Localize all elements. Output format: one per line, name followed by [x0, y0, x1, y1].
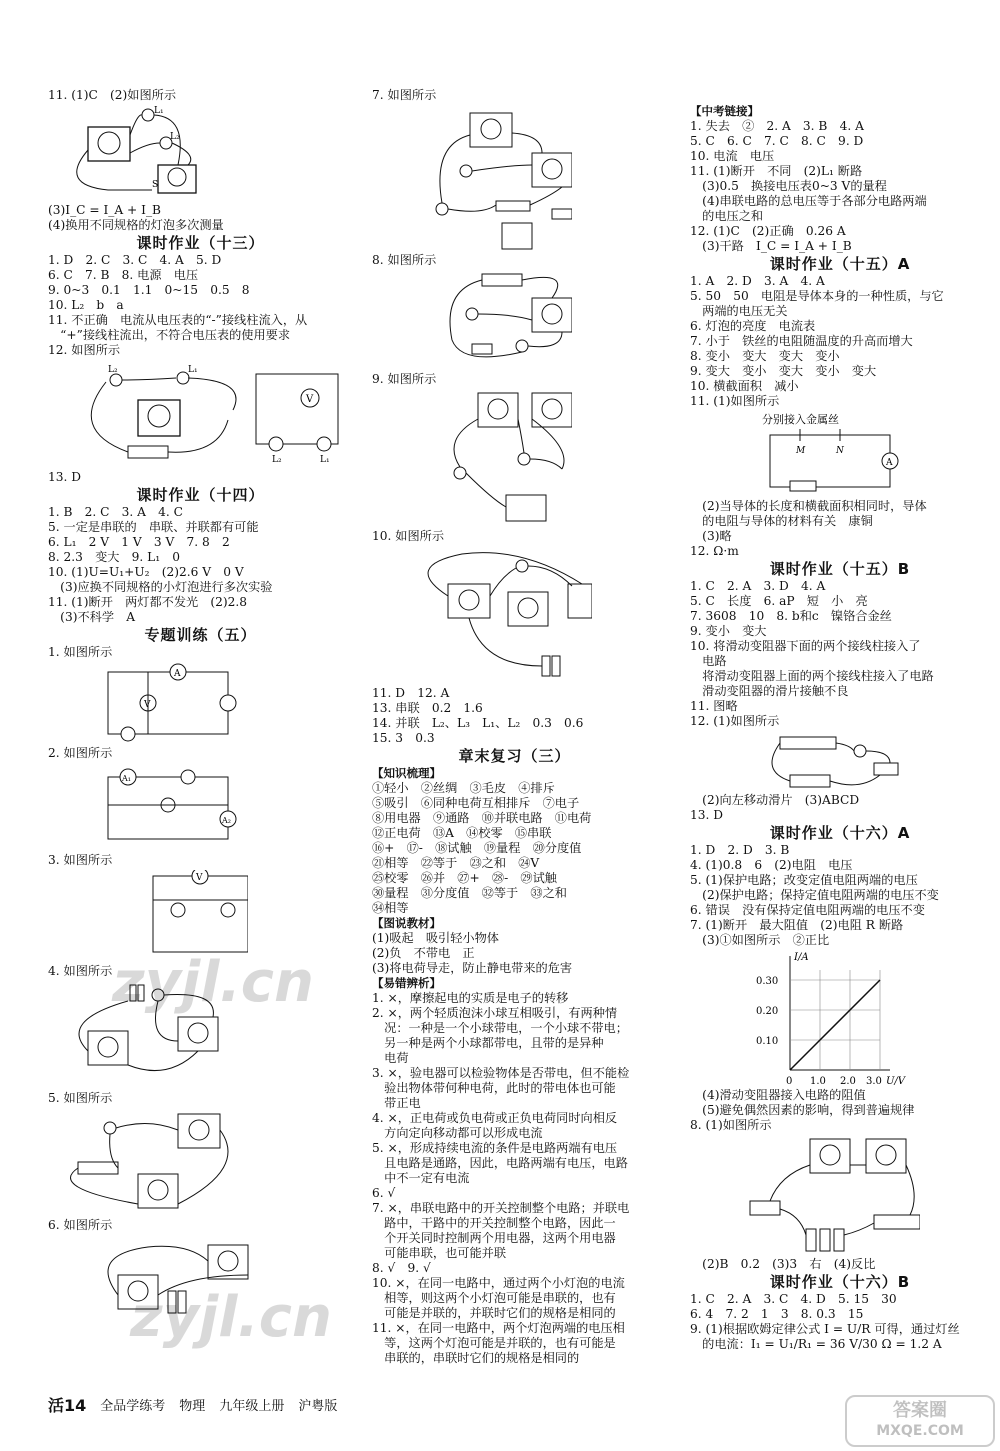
subsection-tag: 【图说教材】	[372, 916, 441, 930]
answer-line: 6. 4 7. 2 1 3 8. 0.3 15	[690, 1307, 864, 1321]
answer-line: ㉞相等	[372, 901, 409, 915]
answer-block	[48, 505, 353, 625]
answer-line: (2)向左移动滑片 (3)ABCD	[690, 793, 860, 807]
answer-block	[372, 781, 657, 916]
section-heading: 课时作业（十四）	[136, 486, 265, 504]
answer-line: 2. ×，两个轻质泡沫小球互相吸引，有两种情	[372, 1006, 618, 1020]
svg-text:M: M	[796, 446, 806, 456]
svg-text:L₁: L₁	[320, 455, 330, 465]
answer-block	[690, 843, 990, 948]
watermark: zyjl.cn	[130, 1285, 332, 1350]
answer-line: 两端的电压无关	[690, 304, 788, 318]
answer-line: 11. D 12. A	[372, 686, 450, 700]
answer-line: 7. ×，串联电路中的开关控制整个电路；并联电	[372, 1201, 630, 1215]
section-heading: 课时作业（十六）B	[769, 1273, 911, 1291]
answer-line: 5. 如图所示	[48, 1091, 113, 1105]
circuit-figure-zt5	[48, 1108, 248, 1216]
answer-line: 8. 变小 变大 变大 变小	[690, 349, 840, 363]
circuit-figure-7	[372, 105, 572, 251]
answer-block	[690, 793, 990, 823]
answer-line: 等，这两个灯泡可能是并联的，也有可能是	[372, 1336, 616, 1350]
answer-line: 路中，干路中的开关控制整个电路，因此一	[372, 1216, 616, 1230]
svg-text:L₂: L₂	[272, 455, 282, 465]
answer-line: 1. C 2. A 3. C 4. D 5. 15 30	[690, 1292, 897, 1306]
column-3	[690, 104, 990, 1352]
answer-line: 11. ×，在同一电路中，两个灯泡两端的电压相	[372, 1321, 625, 1335]
circuit-figure-8	[372, 270, 572, 370]
answer-line: 相等，则这两个小灯泡可能是串联的，也有	[372, 1291, 616, 1305]
graph-xtick: 1.0	[810, 1076, 826, 1086]
answer-line: 8. 如图所示	[372, 253, 437, 267]
answer-block	[48, 88, 353, 103]
answer-line: 10. ×，在同一电路中，通过两个小灯泡的电流	[372, 1276, 625, 1290]
answer-line: (4)串联电路的总电压等于各部分电路两端	[690, 194, 927, 208]
footer-grade: 九年级上册	[219, 1398, 285, 1414]
answer-line: 5. 一定是串联的 串联、并联都有可能	[48, 520, 259, 534]
answer-line: 验出物体带何种电荷，此时的带电体也可能	[372, 1081, 616, 1095]
answer-line: 5. ×，形成持续电流的条件是电路两端有电压	[372, 1141, 618, 1155]
answer-line: 8. √ 9. √	[372, 1261, 431, 1275]
answer-line: 2. 如图所示	[48, 746, 113, 760]
answer-line: (2)B 0.2 (3)3 右 (4)反比	[690, 1257, 876, 1271]
answer-line: 5. (1)保护电路；改变定值电阻两端的电压	[690, 873, 918, 887]
answer-line: 5. 50 50 电阻是导体本身的一种性质，与它	[690, 289, 944, 303]
answer-line: 11. (1)如图所示	[690, 394, 780, 408]
answer-line: 1. C 2. A 3. D 4. A	[690, 579, 826, 593]
graph-xtick: 3.0	[866, 1076, 882, 1086]
answer-block	[48, 470, 353, 485]
section-heading: 课时作业（十三）	[136, 234, 265, 252]
stamp-line: MXQE.COM	[876, 1423, 964, 1439]
answer-line: 10. 如图所示	[372, 529, 445, 543]
subsection-tag: 【易错辨析】	[372, 976, 441, 990]
svg-text:V: V	[196, 873, 203, 883]
answer-block	[48, 203, 353, 233]
answer-line: 4. 如图所示	[48, 964, 113, 978]
answer-line: 11. 图略	[690, 699, 738, 713]
graph-line	[790, 980, 880, 1070]
answer-line: 13. 串联 0.2 1.6	[372, 701, 483, 715]
answer-line: 15. 3 0.3	[372, 731, 435, 745]
graph-xlabel: U/V	[886, 1076, 906, 1086]
circuit-figure-12	[48, 360, 348, 468]
graph-xtick: 2.0	[840, 1076, 856, 1086]
answer-line: 7. 如图所示	[372, 88, 437, 102]
column-1	[48, 88, 353, 1327]
answer-line: 11. (1)断开 两灯都不发光 (2)2.8	[48, 595, 248, 609]
answer-line: 6. 灯泡的亮度 电流表	[690, 319, 816, 333]
answer-line: 电路	[690, 654, 727, 668]
svg-text:L₂: L₂	[108, 365, 118, 375]
answer-line: 另一种是两个小球都带电，且带的是异种	[372, 1036, 604, 1050]
answer-line: 6. √	[372, 1186, 396, 1200]
answer-line: 7. 3608 10 8. b和c 镍铬合金丝	[690, 609, 892, 623]
answer-line: 11. (1)C (2)如图所示	[48, 88, 177, 102]
answer-line: 9. 如图所示	[372, 372, 437, 386]
answer-line: (4)滑动变阻器接入电路的阻值	[690, 1088, 866, 1102]
graph-ytick: 0.30	[756, 976, 779, 987]
answer-line: 1. D 2. D 3. B	[690, 843, 790, 857]
answer-line: ㉑相等 ㉒等于 ㉓之和 ㉔V	[372, 856, 540, 870]
answer-line: 13. D	[48, 470, 82, 484]
svg-text:A: A	[886, 458, 893, 468]
answer-line: 12. (1)如图所示	[690, 714, 780, 728]
answer-line: ㉕校零 ㉖并 ㉗+ ㉘- ㉙试触	[372, 871, 557, 885]
answer-line: 5. C 长度 6. aP 短 小 亮	[690, 594, 868, 608]
answer-line: 8. 2.3 变大 9. L₁ 0	[48, 550, 181, 564]
answer-line: (2)负 不带电 正	[372, 946, 475, 960]
answer-line: 4. (1)0.8 6 (2)电阻 电压	[690, 858, 853, 872]
answer-line: (3)0.5 换接电压表0~3 V的量程	[690, 179, 887, 193]
answer-line: 的电流：I₁ = U₁/R₁ = 36 V/30 Ω = 1.2 A	[690, 1337, 942, 1351]
section-heading: 章末复习（三）	[458, 747, 571, 765]
svg-text:L₂: L₂	[170, 132, 180, 142]
answer-line: 14. 并联 L₂、L₃ L₁、L₂ 0.3 0.6	[372, 716, 584, 730]
answer-line: (3)干路 I_C = I_A + I_B	[690, 239, 852, 253]
answer-line: 1. 如图所示	[48, 645, 113, 659]
answer-line: (3)略	[690, 529, 732, 543]
footer-series: 全品学练考	[100, 1398, 166, 1414]
answer-line: 电荷	[372, 1051, 409, 1065]
svg-text:V: V	[306, 394, 314, 405]
answer-line: 10. (1)U=U₁+U₂ (2)2.6 V 0 V	[48, 565, 244, 579]
answer-line: (3)不科学 A	[48, 610, 136, 624]
footer-subject: 物理	[179, 1398, 206, 1414]
answer-block	[690, 499, 990, 559]
answer-block	[690, 1088, 990, 1133]
circuit-figure-16a-8	[690, 1135, 920, 1255]
answer-line: ⑫正电荷 ⑬A ⑭校零 ⑮串联	[372, 826, 552, 840]
answer-line: 8. (1)如图所示	[690, 1118, 772, 1132]
svg-text:N: N	[836, 446, 844, 456]
answer-line: (3)将电荷导走，防止静电带来的危害	[372, 961, 573, 975]
answer-line: (3)I_C = I_A + I_B	[48, 203, 161, 217]
answer-line: 11. (1)断开 不同 (2)L₁ 断路	[690, 164, 863, 178]
answer-line: ⑤吸引 ⑥同种电荷互相排斥 ⑦电子	[372, 796, 580, 810]
answer-line: ⑧用电器 ⑨通路 ⑩并联电路 ⑪电荷	[372, 811, 592, 825]
figure-caption: 分别接入金属丝	[762, 413, 839, 426]
answer-line: 的电压之和	[690, 209, 764, 223]
subsection-tag: 【知识梳理】	[372, 766, 441, 780]
answer-line: 的电阻与导体的材料有关 康铜	[690, 514, 873, 528]
page-footer	[48, 1392, 448, 1416]
answer-line: (1)吸起 吸引轻小物体	[372, 931, 499, 945]
answer-line: 个开关同时控制两个用电器，这两个用电器	[372, 1231, 616, 1245]
answer-block	[372, 991, 657, 1366]
answer-line: 3. 如图所示	[48, 853, 113, 867]
subsection-tag: 【中考链接】	[690, 104, 759, 118]
section-heading: 专题训练（五）	[144, 626, 257, 644]
i-u-graph	[690, 950, 910, 1086]
answer-line: 9. (1)根据欧姆定律公式 I = U/R 可得，通过灯丝	[690, 1322, 960, 1336]
svg-text:A: A	[174, 669, 181, 679]
answer-line: 11. 不正确 电流从电压表的“-”接线柱流入，从	[48, 313, 308, 327]
graph-ytick: 0.20	[756, 1006, 779, 1017]
answer-block	[690, 1292, 990, 1352]
answer-line: 9. 0~3 0.1 1.1 0~15 0.5 8	[48, 283, 250, 297]
answer-line: 7. (1)断开 最大阻值 (2)电阻 R 断路	[690, 918, 904, 932]
page-number: 活14	[48, 1395, 87, 1415]
watermark: zyjl.cn	[112, 950, 314, 1015]
answer-line: 1. 失去 ② 2. A 3. B 4. A	[690, 119, 864, 133]
section-heading: 课时作业（十五）A	[769, 255, 911, 273]
svg-text:L₁: L₁	[188, 365, 198, 375]
answer-block	[690, 579, 990, 729]
answer-line: 10. 电流 电压	[690, 149, 775, 163]
answer-block	[48, 253, 353, 358]
graph-ylabel: I/A	[794, 952, 809, 963]
answer-line: (3)应换不同规格的小灯泡进行多次实验	[48, 580, 273, 594]
answer-line: 方向定向移动都可以形成电流	[372, 1126, 543, 1140]
section-heading: 课时作业（十五）B	[769, 560, 911, 578]
answer-line: 3. ×，验电器可以检验物体是否带电，但不能检	[372, 1066, 630, 1080]
answer-line: 可能串联，也可能并联	[372, 1246, 507, 1260]
watermark-stamp	[845, 1395, 995, 1447]
circuit-figure-10	[372, 546, 592, 684]
column-2	[372, 88, 657, 1366]
answer-line: “+”接线柱流出，不符合电压表的使用要求	[48, 328, 291, 342]
answer-line: 13. D	[690, 808, 724, 822]
answer-line: 况：一种是一个小球带电，一个小球不带电；	[372, 1021, 628, 1035]
answer-line: 9. 变大 变小 变大 变小 变大	[690, 364, 877, 378]
graph-ytick: 0.10	[756, 1036, 779, 1047]
stamp-line: 答案圈	[893, 1400, 947, 1421]
answer-line: 7. 小于 铁丝的电阻随温度的升高而增大	[690, 334, 913, 348]
answer-line: 且电路是通路，因此，电路两端有电压，电路	[372, 1156, 628, 1170]
circuit-figure-zt2	[48, 763, 248, 851]
answer-line: 6. 错误 没有保持定值电阻两端的电压不变	[690, 903, 925, 917]
svg-text:S: S	[152, 180, 159, 190]
answer-line: (5)避免偶然因素的影响，得到普遍规律	[690, 1103, 915, 1117]
answer-line: 12. Ω·m	[690, 544, 739, 558]
answer-line: 10. L₂ b a	[48, 298, 124, 312]
answer-line: (3)①如图所示 ②正比	[690, 933, 830, 947]
circuit-figure-zt3	[48, 870, 248, 962]
answer-line: (2)保护电路；保持定值电阻两端的电压不变	[690, 888, 939, 902]
answer-line: (4)换用不同规格的灯泡多次测量	[48, 218, 224, 232]
answer-line: ㉚量程 ㉛分度值 ㉜等于 ㉝之和	[372, 886, 567, 900]
answer-block	[690, 1257, 990, 1272]
svg-text:A₂: A₂	[222, 816, 231, 825]
circuit-figure-15a-11	[690, 411, 910, 497]
answer-line: 串联的，串联时它们的规格是相同的	[372, 1351, 580, 1365]
answer-line: (2)当导体的长度和横截面积相同时，导体	[690, 499, 927, 513]
answer-line: 带正电	[372, 1096, 421, 1110]
circuit-figure-15b-12	[690, 731, 910, 791]
answer-line: 中不一定有电流	[372, 1171, 470, 1185]
answer-line: 6. C 7. B 8. 电源 电压	[48, 268, 199, 282]
answer-line: 滑动变阻器的滑片接触不良	[690, 684, 849, 698]
svg-text:A₁: A₁	[122, 774, 131, 783]
answer-line: ①轻小 ②丝绸 ③毛皮 ④排斥	[372, 781, 555, 795]
answer-line: 4. ×，正电荷或负电荷或正负电荷同时向相反	[372, 1111, 618, 1125]
answer-line: ⑯+ ⑰- ⑱试触 ⑲量程 ⑳分度值	[372, 841, 582, 855]
section-heading: 课时作业（十六）A	[769, 824, 911, 842]
answer-block	[372, 931, 657, 976]
answer-line: 1. D 2. C 3. C 4. A 5. D	[48, 253, 222, 267]
answer-block	[372, 686, 657, 746]
footer-edition: 沪粤版	[298, 1398, 338, 1414]
answer-line: 1. A 2. D 3. A 4. A	[690, 274, 825, 288]
answer-line: 可能是并联的，并联时它们的规格是相同的	[372, 1306, 616, 1320]
circuit-figure-9	[372, 389, 572, 527]
answer-line: 1. B 2. C 3. A 4. C	[48, 505, 183, 519]
answer-block	[690, 274, 990, 409]
answer-block	[690, 119, 990, 254]
graph-xtick: 0	[786, 1076, 793, 1086]
circuit-figure-zt1	[48, 662, 248, 744]
answer-line: 9. 变小 变大	[690, 624, 767, 638]
answer-line: 10. 将滑动变阻器下面的两个接线柱接入了	[690, 639, 921, 653]
circuit-figure-11	[48, 105, 208, 201]
svg-text:V: V	[144, 700, 151, 710]
answer-line: 10. 横截面积 减小	[690, 379, 799, 393]
answer-line: 6. 如图所示	[48, 1218, 113, 1232]
answer-line: 6. L₁ 2 V 1 V 3 V 7. 8 2	[48, 535, 230, 549]
answer-line: 12. (1)C (2)正确 0.26 A	[690, 224, 846, 238]
answer-line: 5. C 6. C 7. C 8. C 9. D	[690, 134, 864, 148]
answer-line: 1. ×，摩擦起电的实质是电子的转移	[372, 991, 569, 1005]
svg-text:L₁: L₁	[154, 106, 164, 116]
answer-line: 将滑动变阻器上面的两个接线柱接入了电路	[690, 669, 934, 683]
answer-line: 12. 如图所示	[48, 343, 121, 357]
